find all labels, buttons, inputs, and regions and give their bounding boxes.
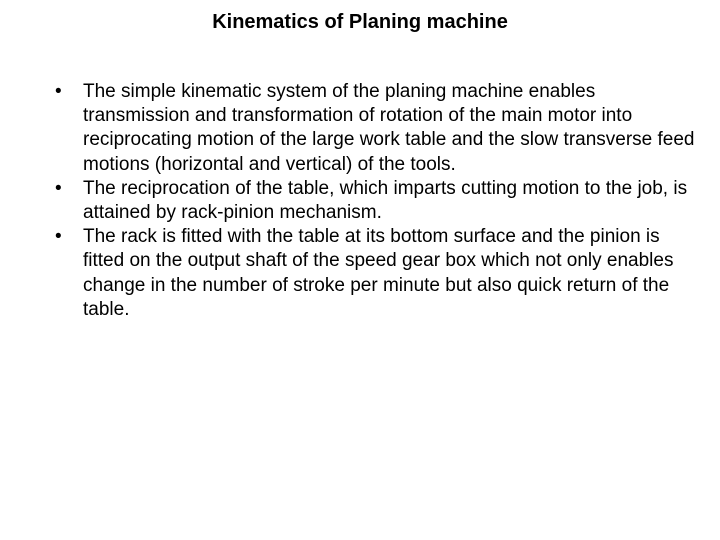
bullet-text: The reciprocation of the table, which imparts cutting motion to the job, is attained by rack-pinion mechanism. bbox=[83, 177, 688, 224]
slide-title: Kinematics of Planing machine bbox=[212, 11, 508, 33]
bullet-item-3 bbox=[55, 225, 695, 322]
bullet-text: The rack is fitted with the table at its bottom surface and the pinion is fitted on the output shaft of the speed gear box which not only enables change in the number of stroke per minute but also quick return of the table. bbox=[83, 226, 674, 320]
bullet-point-icon: • bbox=[55, 177, 62, 199]
bullet-text: The simple kinematic system of the planing machine enables transmission and transformation of rotation of the main motor into reciprocating motion of the large work table and the slow transverse feed motions (horizontal and vertical) of the tools. bbox=[83, 81, 695, 175]
bullet-point-icon: • bbox=[55, 226, 62, 248]
bullet-item-1 bbox=[55, 80, 695, 177]
bullet-point-icon: • bbox=[55, 81, 62, 102]
bullet-list bbox=[55, 80, 695, 322]
bullet-item-2 bbox=[55, 177, 695, 225]
